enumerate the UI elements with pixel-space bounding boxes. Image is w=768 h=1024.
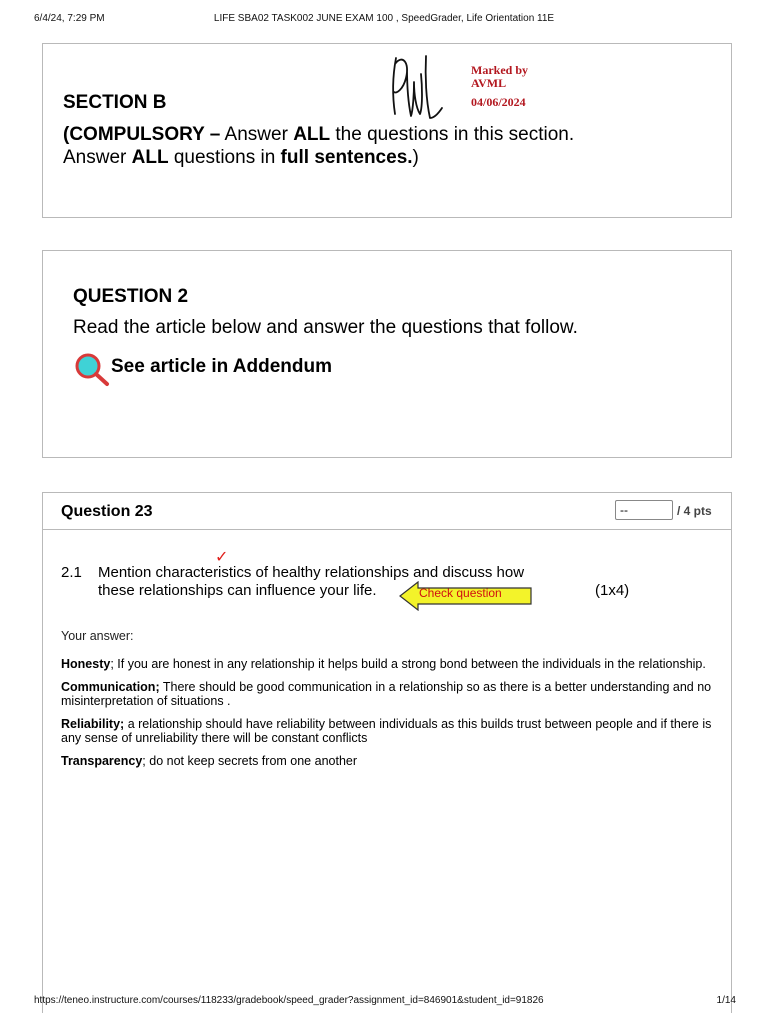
print-footer [0,995,768,1011]
answer-term: Communication; [61,680,160,694]
question-marks: (1x4) [595,582,630,599]
section-b-title: SECTION B [63,92,167,113]
answer-word-2: Answer [63,147,132,168]
answer-item [61,754,721,768]
questions-in: questions in [168,147,281,168]
answer-text: a relationship should have reliability between individuals as this builds trust between people and if there is any sense of unreliability there will be constant conflicts [61,717,712,745]
question-23-title: Question 23 [61,503,153,520]
question-2-title: QUESTION 2 [73,286,189,307]
answer-term: Reliability; [61,717,125,731]
open-paren: ( [63,124,70,145]
annotation-text: Check question [419,586,502,600]
section-b-instruction-line2 [63,147,419,169]
marked-by-stamp [471,64,528,109]
question-2-box [42,250,732,458]
marker-signature [366,44,462,122]
print-url: https://teneo.instructure.com/courses/118233/gradebook/speed_grader?assignment_id=846901&student_id=91826 [34,995,544,1006]
stamp-date: 04/06/2024 [471,95,526,109]
points-label: / 4 pts [677,504,712,518]
magnifier-icon [73,351,111,389]
answer-item [61,657,721,671]
score-input[interactable] [615,500,673,520]
question-23-header [43,493,731,530]
print-title: LIFE SBA02 TASK002 JUNE EXAM 100 , SpeedGrader, Life Orientation 11E [213,13,555,24]
answer-item [61,680,721,708]
question-text-line2: these relationships can influence your life. [98,582,377,599]
stamp-marker: AVML [471,76,507,90]
answer-text: ; do not keep secrets from one another [142,754,358,768]
section-b-instruction-line1 [63,124,574,146]
question-23-box [42,492,732,1013]
answer-term: Transparency [61,754,143,768]
close-paren: ) [412,147,419,168]
answer-text: There should be good communication in a relationship so as there is a better understanding and no misinterpretation of situations . [61,680,712,708]
compulsory-label: COMPULSORY – [69,124,221,145]
instruction-rest: the questions in this section. [330,124,575,145]
print-datetime: 6/4/24, 7:29 PM [34,13,105,24]
all-word-2: ALL [131,147,169,168]
full-sentences: full sentences. [280,147,413,168]
all-word: ALL [293,124,331,145]
check-mark-icon: ✓ [215,547,229,566]
answer-text: ; If you are honest in any relationship it helps build a strong bond between the individuals in the relationship. [110,657,706,671]
question-2-instruction: Read the article below and answer the questions that follow. [73,317,578,338]
print-header [0,13,768,29]
answer-item [61,717,721,745]
page-number: 1/14 [716,995,736,1006]
addendum-text: See article in Addendum [111,356,333,377]
stamp-marked-by: Marked by [471,63,528,77]
signature-drawing [366,44,462,122]
student-answer [61,629,721,777]
answer-term: Honesty [61,657,111,671]
your-answer-label: Your answer: [61,629,134,643]
answer-word: Answer [220,124,294,145]
question-number: 2.1 [61,564,82,581]
question-text-line1: Mention characteristics of healthy relationships and discuss how [98,564,525,581]
